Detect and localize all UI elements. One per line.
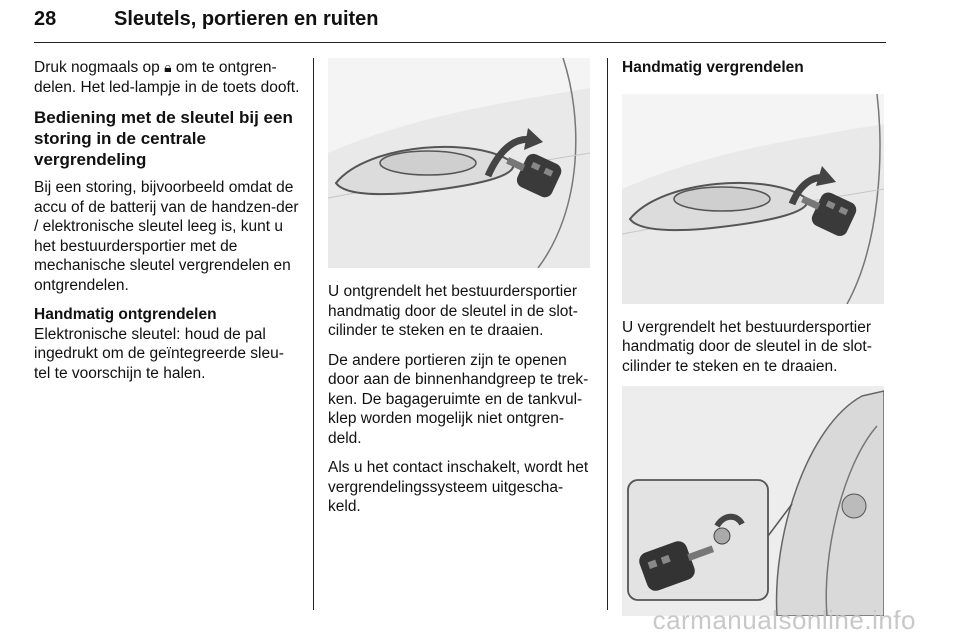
column-left xyxy=(34,58,300,393)
paragraph-unlock-again: Druk nogmaals op 🔒︎ om te ontgren-delen. Het led-lampje in de toets dooft. xyxy=(34,59,300,96)
subheading-manual-lock: Handmatig vergrendelen xyxy=(622,59,804,76)
door-key-cylinder-illustration xyxy=(622,386,884,616)
paragraph-other-doors: De andere portieren zijn te openen door aan de binnenhandgreep te trek-ken. De bagageruimte en de tankvul-klep worden mogelijk niet ontgren-deld. xyxy=(328,351,589,447)
paragraph-ignition: Als u het contact inschakelt, wordt het vergrendelingssysteem uitgescha-keld. xyxy=(328,459,589,515)
paragraph-lock-driver-door: U vergrendelt het bestuurdersportier handmatig door de sleutel in de slot-cilinder te steken en te draaien. xyxy=(622,318,872,375)
paragraph-unlock-driver-door: U ontgrendelt het bestuurdersportier handmatig door de sleutel in de slot-cilinder te steken en te draaien. xyxy=(328,283,578,339)
section-heading: Bediening met de sleutel bij een storing in de centrale vergrendeling xyxy=(34,108,293,169)
page-number: 28 xyxy=(34,8,57,30)
column-middle xyxy=(328,58,594,527)
page-header xyxy=(34,8,886,43)
page-title: Sleutels, portieren en ruiten xyxy=(114,8,379,30)
paragraph-malfunction: Bij een storing, bijvoorbeeld omdat de accu of de batterij van de handzen-der / elektronische sleutel leeg is, kunt u het bestuurdersportier met de mechanische sleutel vergrendelen en ontgrendelen. xyxy=(34,179,299,294)
subheading-manual-unlock: Handmatig ontgrendelen xyxy=(34,306,217,323)
lock-icon: 🔒︎ xyxy=(164,59,172,75)
paragraph-electronic-key: Elektronische sleutel: houd de pal ingedrukt om de geïntegreerde sleu-tel te voorschijn te halen. xyxy=(34,325,284,382)
column-divider xyxy=(607,58,608,610)
door-handle-unlock-illustration xyxy=(328,58,590,268)
column-divider xyxy=(313,58,314,610)
watermark: carmanualsonline.info xyxy=(652,605,916,635)
column-right xyxy=(622,58,888,616)
door-handle-lock-illustration xyxy=(622,94,884,304)
